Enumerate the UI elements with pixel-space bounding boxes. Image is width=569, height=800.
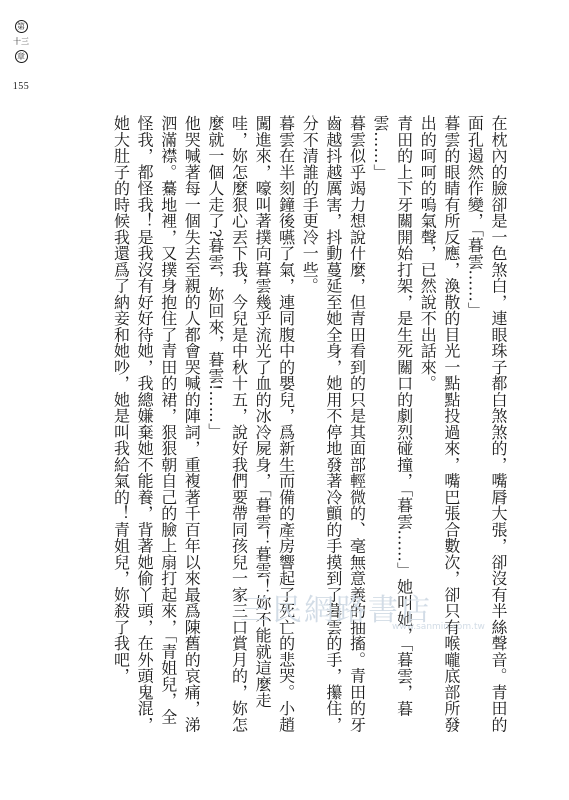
watermark-logo: 三民網路書店 <box>240 593 432 628</box>
page-number: 155 <box>12 81 30 92</box>
watermark-url: www.sanmin.com.tw <box>392 622 485 632</box>
paragraph: 暮雲的眼睛有所反應，渙散的目光一點點投過來，嘴巴張合數次，卻只有喉嚨底部所發出的呵呵的嗚氣聲，已然說不出話來。 <box>418 115 461 733</box>
chapter-sidebar <box>6 20 36 92</box>
paragraph: 在枕內的臉卻是一色煞白，連眼珠子都白煞煞的，嘴脣大張，卻沒有半絲聲音。青田的面孔遏然作變，「暮雲……」 <box>465 115 508 733</box>
chapter-suffix-badge: 章 <box>15 50 28 63</box>
chapter-prefix-badge: 第 <box>15 20 28 33</box>
vertical-body-text <box>111 115 510 735</box>
paragraph: 暮雲似乎竭力想說什麼，但青田看到的只是其面部輕微的、毫無意義的抽搐。青田的牙齒越抖越厲害，抖動蔓延至她全身，她用不停地發著冷顫的手摸到了暮雲的手，攥住，分不清誰的手更冷一些。 <box>300 115 367 733</box>
paragraph: 暮雲在半刻鐘後嚥了氣，連同腹中的嬰兒，爲新生而備的產房響起了死亡的悲哭。小趙闖進來，嚎叫著撲向暮雲幾乎流光了血的冰冷屍身，「暮雲！暮雲！妳不能就這麼走哇，妳怎麼狠心丟下我，今兒是中秋十五，說好我們要帶同孩兒一家三口賞月的，妳怎麼就一個人走了?暮雲，妳回來，暮雲!……」 <box>205 115 296 733</box>
chapter-number: 十三 <box>13 37 29 46</box>
paragraph: 他哭喊著每一個失去至親的人都會哭喊的陣詞，重複著千百年以來最爲陳舊的哀痛，涕泗滿襟。驀地裡，又撲身抱住了青田的裙，狠狠朝自己的臉上扇打起來，「青姐兒，全怪我，都怪我！是我沒有好好待她，我總嫌棄她不能養，背著她偷丫頭，在外頭鬼混，她大肚子的時候我還爲了納妾和她吵，她是叫我給氣的！青姐兒，妳殺了我吧， <box>111 115 202 733</box>
paragraph: 青田的上下牙關開始打架，是生死關口的劇烈碰撞，「暮雲……」她叫她，「暮雲，暮雲……」 <box>371 115 414 717</box>
